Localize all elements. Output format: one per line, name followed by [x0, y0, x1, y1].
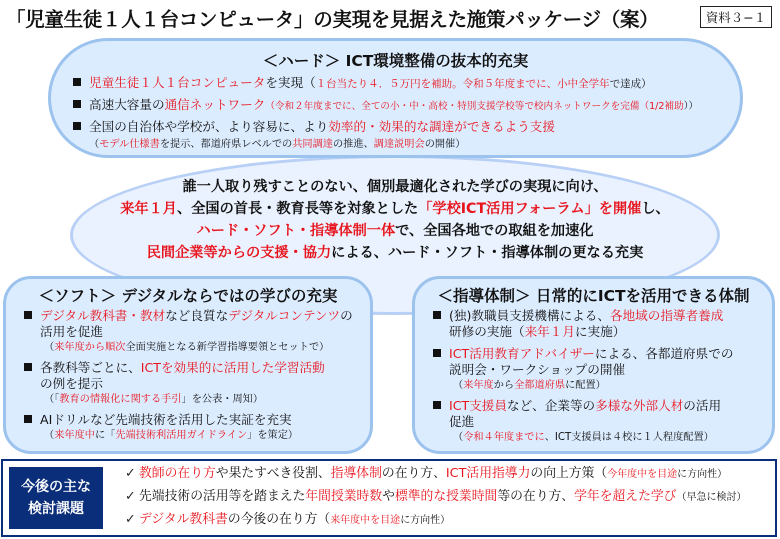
hard-item-3-note: （モデル仕様書を提示、都道府県レベルでの共同調達の推進、調達説明会の開催）: [89, 139, 466, 150]
bullet-icon: [433, 401, 441, 409]
soft-item-1-note: （来年度から順次全面実施となる新学習指導要領とセットで）: [44, 342, 330, 353]
issue-row-3: ✓ デジタル教科書の今後の在り方（来年度中を目途に方向性）: [125, 512, 451, 527]
soft-item-1: デジタル教科書・教材など良質なデジタルコンテンツの: [24, 308, 353, 324]
check-icon: ✓: [125, 489, 136, 504]
guidance-item-2: ICT活用教育アドバイザーによる、各都道府県での: [433, 346, 733, 362]
bullet-icon: [73, 100, 81, 108]
hard-heading: ＜ハード＞ ICT環境整備の抜本的充実: [262, 52, 529, 70]
future-issues-box: [1, 459, 777, 537]
soft-item-2-cont: の例を提示: [40, 376, 103, 391]
center-line-4: 民間企業等からの支援・協力による、ハード・ソフト・指導体制の更なる充実: [146, 245, 644, 261]
soft-item-1-cont: 活用を促進: [40, 324, 103, 339]
hard-panel: [48, 38, 743, 158]
page-title: 「児童生徒１人１台コンピュータ」の実現を見据えた施策パッケージ（案）: [6, 8, 659, 31]
guidance-item-2-cont: 説明会・ワークショップの開催: [449, 362, 626, 377]
guidance-panel: [412, 276, 775, 454]
bullet-icon: [24, 311, 32, 319]
bullet-icon: [433, 311, 441, 319]
check-icon: ✓: [125, 512, 136, 527]
guidance-item-3-cont: 促進: [449, 414, 475, 429]
bullet-icon: [73, 122, 81, 130]
soft-item-3: AIドリルなど先端技術を活用した実証を充実: [24, 412, 292, 428]
bullet-icon: [73, 78, 81, 86]
bullet-icon: [433, 349, 441, 357]
hard-item-1: 児童生徒１人１台コンピュータを実現（１台当たり４．５万円を補助。令和５年度までに、小中全学年で達成）: [73, 75, 652, 92]
check-icon: ✓: [125, 466, 136, 481]
center-line-2: 来年１月、全国の首長・教育長等を対象とした「学校ICT活用フォーラム」を開催し、: [120, 201, 670, 217]
soft-item-2-note: （「教育の情報化に関する手引」を公表・周知）: [44, 394, 264, 405]
center-line-1: 誰一人取り残すことのない、個別最適化された学びの実現に向け、: [182, 179, 608, 195]
future-issues-label: 今後の主な 検討課題: [9, 467, 103, 529]
center-line-3: ハード・ソフト・指導体制一体で、全国各地での取組を加速化: [196, 223, 594, 239]
document-label: 資料３−１: [700, 6, 772, 28]
guidance-item-1-cont: 研修の実施（来年１月に実施）: [449, 324, 626, 339]
guidance-item-2-note: （来年度から全都道府県に配置）: [453, 380, 606, 391]
soft-heading: ＜ソフト＞ デジタルならではの学びの充実: [38, 287, 338, 305]
hard-item-3: 全国の自治体や学校が、より容易に、より効率的・効果的な調達ができるよう支援: [73, 119, 555, 135]
bullet-icon: [24, 415, 32, 423]
issue-row-1: ✓ 教師の在り方や果たすべき役割、指導体制の在り方、ICT活用指導力の向上方策（今年度中を目途に方向性）: [125, 466, 728, 481]
guidance-item-3-note: （令和４年度までに、ICT支援員は４校に１人程度配置）: [453, 432, 714, 443]
bullet-icon: [24, 363, 32, 371]
soft-panel: [3, 276, 373, 454]
guidance-item-1: (独)教職員支援機構による、各地域の指導者養成: [433, 308, 723, 324]
hard-item-2: 高速大容量の通信ネットワーク（令和２年度までに、全ての小・中・高校・特別支援学校等で校内ネットワークを完備（1/2補助））: [73, 97, 698, 115]
guidance-item-3: ICT支援員など、企業等の多様な外部人材の活用: [433, 398, 721, 414]
guidance-heading: ＜指導体制＞ 日常的にICTを活用できる体制: [437, 287, 750, 305]
issue-row-2: ✓ 先端技術の活用等を踏まえた年間授業時数や標準的な授業時間等の在り方、学年を超えた学び（早急に検討）: [125, 489, 747, 504]
soft-item-2: 各教科等ごとに、ICTを効果的に活用した学習活動: [24, 360, 325, 376]
soft-item-3-note: （来年度中に「先端技術利活用ガイドライン」を策定）: [44, 430, 299, 441]
